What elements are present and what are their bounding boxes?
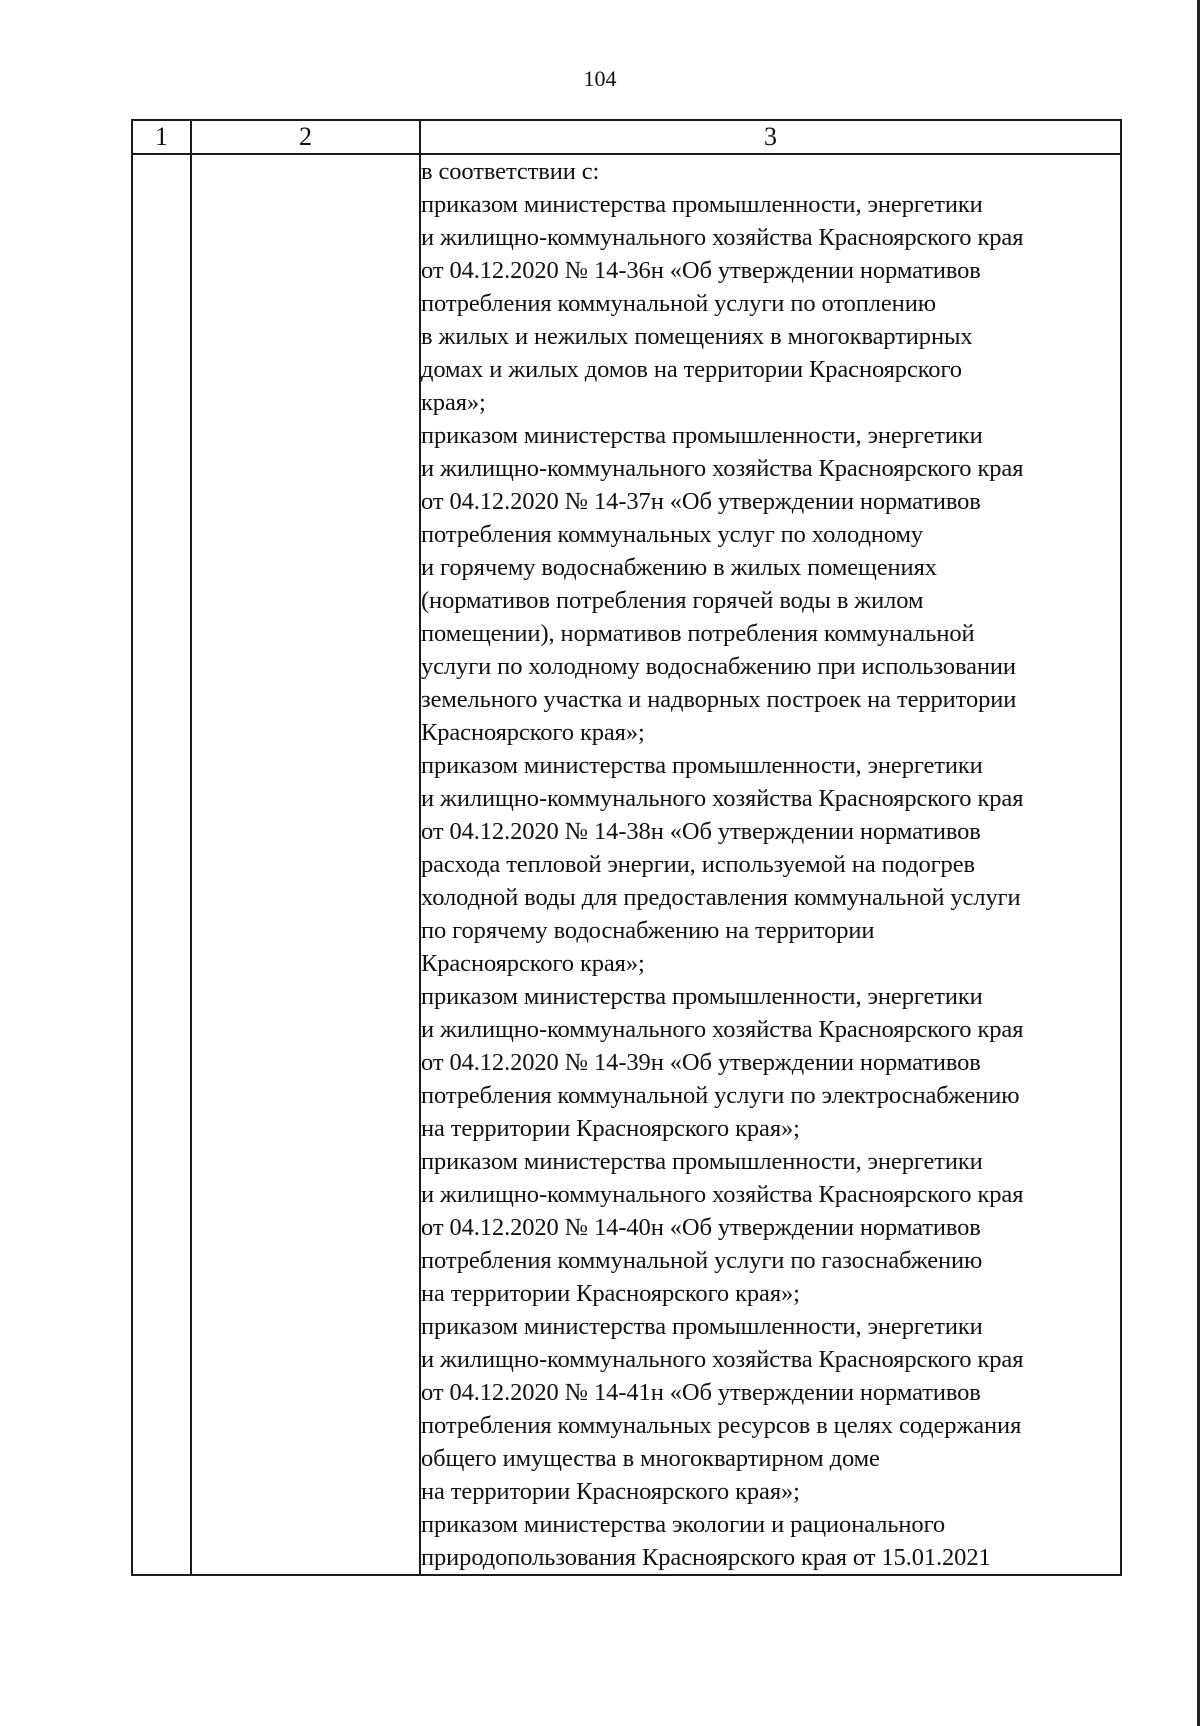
text-line: приказом министерства промышленности, энергетики xyxy=(421,191,983,218)
text-line: от 04.12.2020 № 14-41н «Об утверждении нормативов xyxy=(421,1379,981,1406)
text-line: потребления коммунальной услуги по отоплению xyxy=(421,290,936,317)
table-cell-col1 xyxy=(132,154,191,1575)
text-line: Красноярского края»; xyxy=(421,719,645,746)
text-line: общего имущества в многоквартирном доме xyxy=(421,1445,880,1472)
text-line: потребления коммунальных ресурсов в целях содержания xyxy=(421,1412,1022,1439)
column-header-2: 2 xyxy=(191,120,420,154)
text-line: от 04.12.2020 № 14-40н «Об утверждении нормативов xyxy=(421,1214,981,1241)
text-line: (нормативов потребления горячей воды в жилом xyxy=(421,587,924,614)
table-header-row xyxy=(132,120,1121,154)
text-line: приказом министерства экологии и рационального xyxy=(421,1511,946,1538)
table-row xyxy=(132,154,1121,1575)
text-line: в соответствии с: xyxy=(421,158,600,185)
column-header-3: 3 xyxy=(420,120,1121,154)
text-line: природопользования Красноярского края от 15.01.2021 xyxy=(421,1544,991,1571)
text-line: приказом министерства промышленности, энергетики xyxy=(421,983,983,1010)
text-line: услуги по холодному водоснабжению при использовании xyxy=(421,653,1016,680)
text-line: в жилых и нежилых помещениях в многоквартирных xyxy=(421,323,973,350)
text-line: помещении), нормативов потребления коммунальной xyxy=(421,620,975,647)
column-header-1: 1 xyxy=(132,120,191,154)
text-line: потребления коммунальной услуги по электроснабжению xyxy=(421,1082,1020,1109)
text-line: и жилищно-коммунального хозяйства Красноярского края xyxy=(421,1346,1024,1373)
text-line: приказом министерства промышленности, энергетики xyxy=(421,752,983,779)
table-cell-col3 xyxy=(420,154,1121,1575)
text-line: и жилищно-коммунального хозяйства Красноярского края xyxy=(421,455,1024,482)
text-line: приказом министерства промышленности, энергетики xyxy=(421,1313,983,1340)
text-line: по горячему водоснабжению на территории xyxy=(421,917,875,944)
text-line: от 04.12.2020 № 14-39н «Об утверждении нормативов xyxy=(421,1049,981,1076)
document-table xyxy=(131,119,1122,1576)
text-line: и жилищно-коммунального хозяйства Красноярского края xyxy=(421,1016,1024,1043)
text-line: от 04.12.2020 № 14-36н «Об утверждении нормативов xyxy=(421,257,981,284)
text-line: приказом министерства промышленности, энергетики xyxy=(421,422,983,449)
text-line: и жилищно-коммунального хозяйства Красноярского края xyxy=(421,224,1024,251)
text-line: земельного участка и надворных построек на территории xyxy=(421,686,1017,713)
text-line: от 04.12.2020 № 14-37н «Об утверждении нормативов xyxy=(421,488,981,515)
text-line: на территории Красноярского края»; xyxy=(421,1115,800,1142)
text-line: приказом министерства промышленности, энергетики xyxy=(421,1148,983,1175)
text-line: расхода тепловой энергии, используемой на подогрев xyxy=(421,851,975,878)
text-line: на территории Красноярского края»; xyxy=(421,1280,800,1307)
text-line: холодной воды для предоставления коммунальной услуги xyxy=(421,884,1021,911)
text-line: потребления коммунальных услуг по холодному xyxy=(421,521,924,548)
page-number: 104 xyxy=(583,66,617,91)
text-line: на территории Красноярского края»; xyxy=(421,1478,800,1505)
text-line: и горячему водоснабжению в жилых помещениях xyxy=(421,554,937,581)
text-line: края»; xyxy=(421,389,486,416)
text-line: и жилищно-коммунального хозяйства Красноярского края xyxy=(421,785,1024,812)
text-line: домах и жилых домов на территории Красноярского xyxy=(421,356,962,383)
table-cell-col2 xyxy=(191,154,420,1575)
text-line: от 04.12.2020 № 14-38н «Об утверждении нормативов xyxy=(421,818,981,845)
text-line: Красноярского края»; xyxy=(421,950,645,977)
text-line: и жилищно-коммунального хозяйства Красноярского края xyxy=(421,1181,1024,1208)
regulation-text-block xyxy=(421,155,1120,1574)
text-line: потребления коммунальной услуги по газоснабжению xyxy=(421,1247,983,1274)
